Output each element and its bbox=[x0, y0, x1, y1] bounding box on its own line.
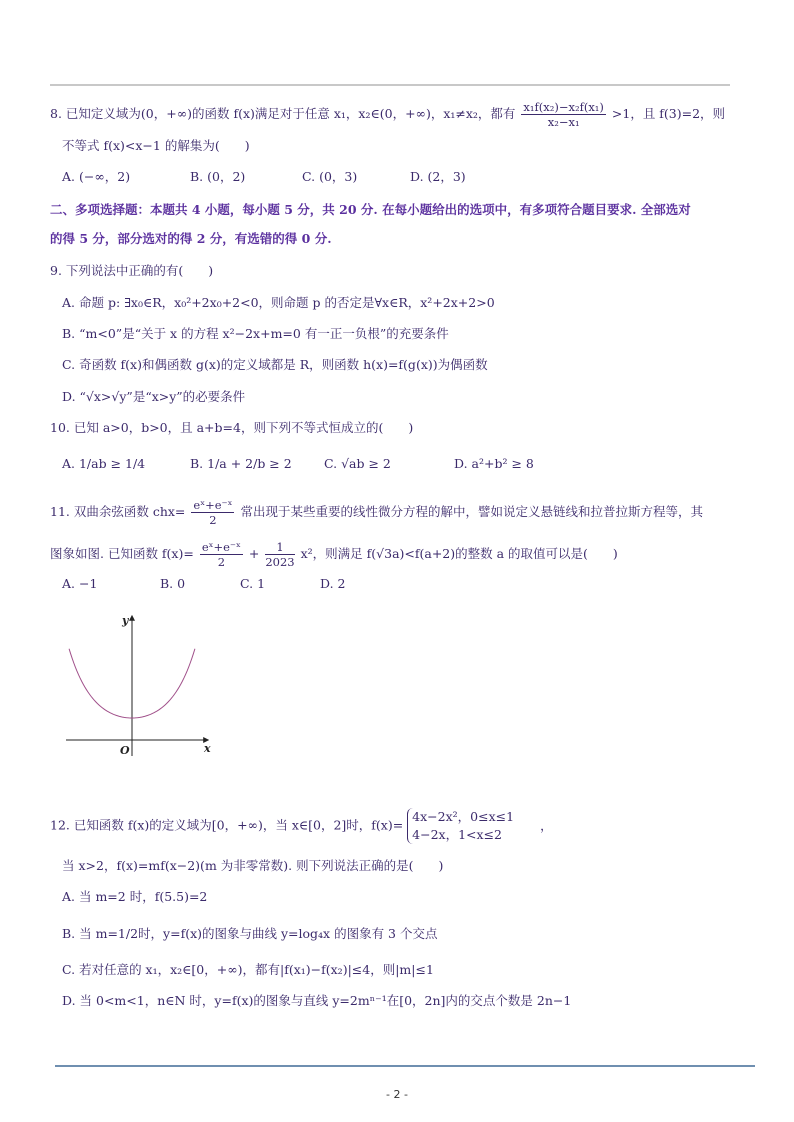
q12-stem-line bbox=[50, 808, 553, 844]
footer-rule bbox=[55, 1065, 755, 1067]
page-number: - 2 - bbox=[386, 1088, 408, 1101]
q11-line1 bbox=[50, 498, 703, 527]
section2-line1: 二、多项选择题：本题共 4 小题，每小题 5 分，共 20 分. 在每小题给出的选项中，有多项符合题目要求. 全部选对 bbox=[50, 202, 691, 217]
q8-option-c: C. (0，3) bbox=[302, 169, 358, 184]
q10-option-a: A. 1/ab ≥ 1/4 bbox=[62, 456, 146, 471]
q10-option-b: B. 1/a + 2/b ≥ 2 bbox=[190, 456, 292, 471]
q12-stem-pre: 12. 已知函数 f(x)的定义域为[0，+∞)，当 x∈[0，2]时，f(x)= bbox=[50, 817, 404, 833]
q8-line2: 不等式 f(x)<x−1 的解集为( ) bbox=[62, 138, 250, 153]
q8-stem-line bbox=[50, 100, 725, 129]
q8-fraction bbox=[521, 100, 605, 129]
q10-option-c: C. √ab ≥ 2 bbox=[324, 456, 391, 471]
q10-option-d: D. a²+b² ≥ 8 bbox=[454, 456, 534, 471]
q12-stem-post: ， bbox=[540, 817, 553, 833]
q8-stem: 8. 已知定义域为(0，+∞)的函数 f(x)满足对于任意 x₁，x₂∈(0，+∞)，x₁≠x₂，都有 bbox=[50, 106, 516, 121]
q8-option-a: A. (−∞，2) bbox=[62, 169, 131, 184]
q12-piecewise bbox=[407, 808, 514, 844]
q11-line2-post: x²，则满足 f(√3a)<f(a+2)的整数 a 的取值可以是( ) bbox=[300, 546, 618, 561]
q11-f-num2: 1 bbox=[265, 540, 294, 555]
q11-f-den2: 2023 bbox=[265, 555, 295, 569]
y-axis-label: y bbox=[122, 614, 129, 627]
q11-chx-num: eˣ+e⁻ˣ bbox=[193, 498, 233, 512]
q9-option-a: A. 命题 p: ∃x₀∈R，x₀²+2x₀+2<0，则命题 p 的否定是∀x∈R，x²+2x+2>0 bbox=[62, 295, 495, 310]
q11-f-fraction2 bbox=[265, 540, 294, 569]
q11-f-num1: eˣ+e⁻ˣ bbox=[201, 540, 241, 554]
q8-option-b: B. (0，2) bbox=[190, 169, 246, 184]
q12-line2: 当 x>2，f(x)=mf(x−2)(m 为非零常数). 则下列说法正确的是( ) bbox=[62, 858, 444, 873]
q11-chx-fraction bbox=[191, 498, 234, 527]
q11-f-den1: 2 bbox=[217, 555, 226, 569]
x-axis-label: x bbox=[204, 742, 211, 755]
header-rule bbox=[50, 84, 730, 86]
q8-frac-num: x₁f(x₂)−x₂f(x₁) bbox=[523, 100, 604, 114]
q11-line1-pre: 11. 双曲余弦函数 chx= bbox=[50, 504, 186, 519]
q11-line2-pre: 图象如图. 已知函数 f(x)= bbox=[50, 546, 194, 561]
q11-f-fraction1 bbox=[200, 540, 243, 569]
q11-option-a: A. −1 bbox=[62, 576, 98, 591]
q11-line1-post: 常出现于某些重要的线性微分方程的解中，譬如说定义悬链线和拉普拉斯方程等，其 bbox=[240, 504, 703, 519]
q9-option-b: B. “m<0”是“关于 x 的方程 x²−2x+m=0 有一正一负根”的充要条件 bbox=[62, 326, 449, 341]
q10-stem: 10. 已知 a>0，b>0，且 a+b=4，则下列不等式恒成立的( ) bbox=[50, 420, 414, 435]
q8-option-d: D. (2，3) bbox=[410, 169, 466, 184]
origin-label: O bbox=[120, 744, 130, 757]
q12-piece2: 4−2x，1<x≤2 bbox=[412, 827, 503, 842]
q11-chx-den: 2 bbox=[209, 513, 217, 527]
q11-option-d: D. 2 bbox=[320, 576, 346, 591]
q9-stem: 9. 下列说法中正确的有( ) bbox=[50, 263, 214, 278]
q8-frac-den: x₂−x₁ bbox=[547, 115, 580, 129]
q9-option-c: C. 奇函数 f(x)和偶函数 g(x)的定义域都是 R，则函数 h(x)=f(g(x))为偶函数 bbox=[62, 357, 488, 372]
q12-option-d: D. 当 0<m<1，n∈N 时，y=f(x)的图象与直线 y=2mⁿ⁻¹在[0，2n]内的交点个数是 2n−1 bbox=[62, 993, 572, 1008]
catenary-graph bbox=[60, 610, 220, 760]
q11-option-c: C. 1 bbox=[240, 576, 266, 591]
q12-option-b: B. 当 m=1/2时，y=f(x)的图象与曲线 y=log₄x 的图象有 3 个交点 bbox=[62, 926, 438, 941]
q12-option-a: A. 当 m=2 时，f(5.5)=2 bbox=[62, 889, 208, 904]
q12-piece1: 4x−2x²，0≤x≤1 bbox=[412, 809, 515, 824]
q12-option-c: C. 若对任意的 x₁，x₂∈[0，+∞)，都有|f(x₁)−f(x₂)|≤4，则|m|≤1 bbox=[62, 962, 434, 977]
q8-stem-tail: >1，且 f(3)=2，则 bbox=[611, 106, 726, 121]
q11-line2 bbox=[50, 540, 618, 569]
q11-option-b: B. 0 bbox=[160, 576, 186, 591]
q11-line2-plus: + bbox=[248, 546, 260, 561]
q9-option-d: D. “√x>√y”是“x>y”的必要条件 bbox=[62, 389, 246, 404]
section2-line2: 的得 5 分，部分选对的得 2 分，有选错的得 0 分. bbox=[50, 231, 332, 246]
